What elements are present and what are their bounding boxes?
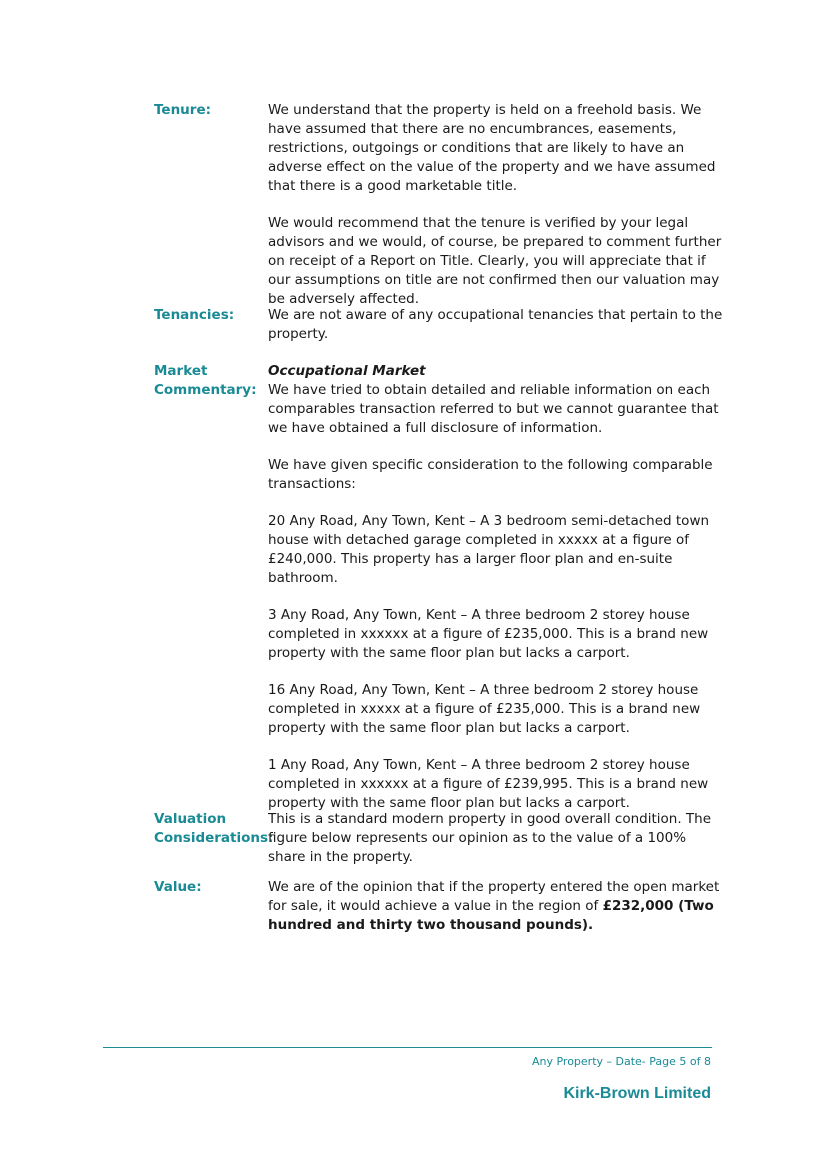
value-amount: £232,000 (Two hundred and thirty two thousand pounds). [268, 898, 714, 933]
tenure-paragraph: We would recommend that the tenure is verified by your legal advisors and we would, of course, be prepared to comment further on receipt of a Report on Title. Clearly, you will appreciate that if our assumptions on title are not confirmed then our valuation may be adversely affected. [268, 215, 722, 307]
value-paragraph [268, 878, 724, 935]
market-paragraph [268, 362, 724, 438]
tenure-body [268, 101, 724, 309]
market-commentary-body [268, 362, 724, 813]
value-text: We are of the opinion that if the property entered the open market for sale, it would achieve a value in the region of [268, 879, 720, 914]
tenure-label: Tenure: [154, 102, 212, 118]
footer-divider [103, 1047, 712, 1048]
market-paragraph-text: We have tried to obtain detailed and reliable information on each comparables transaction referred to but we cannot guarantee that we have obtained a full disclosure of information. [268, 382, 719, 436]
value-body [268, 878, 724, 935]
tenure-paragraph: We understand that the property is held on a freehold basis. We have assumed that there are no encumbrances, easements, restrictions, outgoings or conditions that are likely to have an adverse effect on the value of the property and we have assumed that there is a good marketable title. [268, 102, 716, 194]
comparable-transaction: 3 Any Road, Any Town, Kent – A three bedroom 2 storey house completed in xxxxxx at a figure of £235,000. This is a brand new property with the same floor plan but lacks a carport. [268, 607, 709, 661]
valuation-paragraph: This is a standard modern property in good overall condition. The figure below represents our opinion as to the value of a 100% share in the property. [268, 811, 712, 865]
occupational-market-subheading: Occupational Market [268, 363, 426, 379]
valuation-label-line1: Valuation [154, 811, 227, 827]
valuation-label-line2: Considerations: [154, 830, 274, 846]
comparable-transaction: 20 Any Road, Any Town, Kent – A 3 bedroom semi-detached town house with detached garage completed in xxxxx at a figure of £240,000. This property has a larger floor plan and en-suite bathroom. [268, 513, 710, 586]
market-label-line2: Commentary: [154, 382, 257, 398]
value-label: Value: [154, 879, 202, 895]
footer-company-name: Kirk-Brown Limited [563, 1085, 711, 1102]
market-label-line1: Market [154, 363, 208, 379]
valuation-considerations-label [154, 810, 274, 848]
comparable-transaction: 16 Any Road, Any Town, Kent – A three bedroom 2 storey house completed in xxxxx at a figure of £235,000. This is a brand new property with the same floor plan but lacks a carport. [268, 682, 701, 736]
tenancies-label: Tenancies: [154, 307, 235, 323]
tenancies-paragraph: We are not aware of any occupational tenancies that pertain to the property. [268, 307, 723, 342]
comparable-transaction: 1 Any Road, Any Town, Kent – A three bedroom 2 storey house completed in xxxxxx at a figure of £239,995. This is a brand new property with the same floor plan but lacks a carport. [268, 757, 709, 811]
valuation-body [268, 810, 724, 867]
footer-page-info: Any Property – Date- Page 5 of 8 [531, 1055, 711, 1068]
market-paragraph: We have given specific consideration to the following comparable transactions: [268, 457, 713, 492]
market-commentary-label [154, 362, 266, 400]
tenancies-body [268, 306, 724, 344]
